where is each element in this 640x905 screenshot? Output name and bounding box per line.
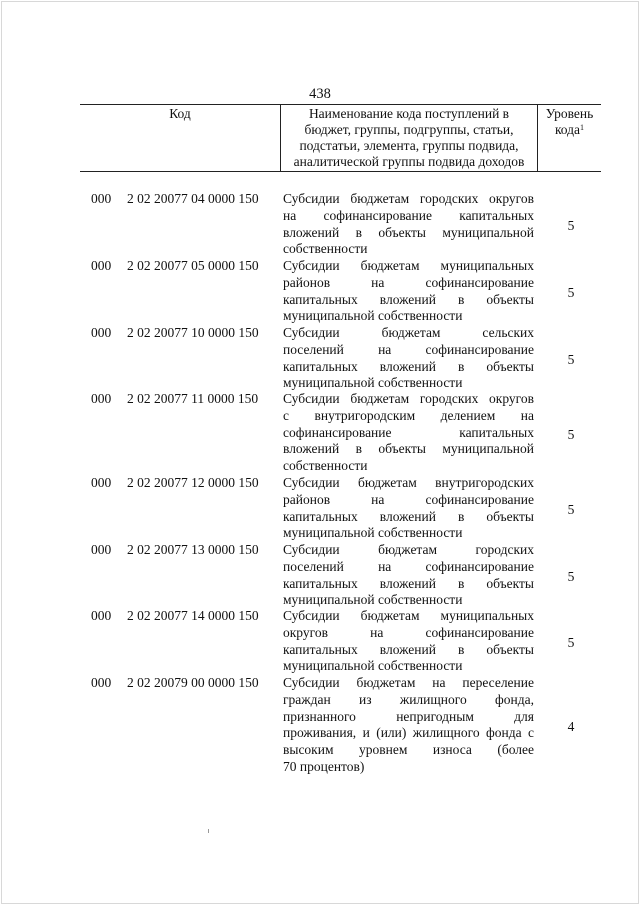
row-level: 5 [567,569,575,585]
row-code: 2 02 20077 14 0000 150 [127,608,259,623]
row-code: 2 02 20079 00 0000 150 [127,675,259,690]
row-name-line: Субсидии бюджетам городских округов [283,191,534,206]
row-level: 5 [567,502,575,518]
row-name-line: Субсидии бюджетам внутригородских [283,475,534,490]
row-name-line: с внутригородским делением на [283,407,534,423]
row-level: 5 [567,285,575,301]
row-name-line: собственности [283,241,368,257]
row-level: 5 [567,635,575,651]
row-prefix: 000 [91,475,112,490]
header-level-line2: кода$^1$ [554,122,585,137]
row-name [283,542,534,609]
row-name [283,191,534,258]
row-name-line: 70 процентов) [283,758,365,774]
row-code: 2 02 20077 12 0000 150 [127,475,259,490]
row-code: 2 02 20077 04 0000 150 [127,191,259,206]
header-name [280,105,538,171]
header-level [538,105,601,171]
row-name-line: поселений на софинансирование [283,341,534,357]
row-name-line: районов на софинансирование [283,274,534,290]
row-code: 2 02 20077 11 0000 150 [127,391,259,406]
header-name-line: бюджет, группы, подгруппы, статьи, [304,122,514,137]
row-prefix: 000 [91,391,112,406]
row-name-line: на софинансирование капитальных [283,207,534,223]
row-level: 5 [567,426,575,442]
row-name-line: проживания, и (или) жилищного фонда с [283,725,534,741]
row-name [283,675,534,776]
row-prefix: 000 [91,675,112,690]
row-name-line: вложений в объекты муниципальной [283,224,534,240]
row-name-line: Субсидии бюджетам муниципальных [283,258,534,273]
row-code: 2 02 20077 10 0000 150 [127,325,259,340]
header-code: Код [169,106,191,121]
row-name-line: граждан из жилищного фонда, [283,691,534,707]
row-name-line: Субсидии бюджетам городских округов [283,391,534,406]
row-name-line: вложений в объекты муниципальной [283,441,534,457]
row-name-line: капитальных вложений в объекты [283,641,534,657]
row-name-line: Субсидии бюджетам муниципальных [283,608,534,623]
row-name [283,258,534,325]
row-level: 4 [567,719,575,734]
footnote-mark: 1 [580,123,585,132]
row-name-line: софинансирование капитальных [283,424,534,440]
row-name-line: муниципальной собственности [283,375,463,391]
row-name-line: Субсидии бюджетам сельских [283,325,534,340]
row-code: 2 02 20077 05 0000 150 [127,258,259,273]
row-name-line: признанного непригодным для [283,708,534,724]
row-code: 2 02 20077 13 0000 150 [127,542,259,557]
header-name-line: аналитической группы подвида доходов [293,154,525,169]
row-name-line: муниципальной собственности [283,308,463,324]
row-name-line: муниципальной собственности [283,592,463,608]
row-name [283,325,534,392]
row-prefix: 000 [91,191,112,206]
scan-mark [208,829,209,833]
row-name-line: поселений на софинансирование [283,558,534,574]
page-number: 438 [309,86,331,102]
header-name-line: Наименование кода поступлений в [308,106,510,121]
row-name [283,475,534,542]
row-name-line: собственности [283,458,368,474]
header-level-line1: Уровень [545,106,594,121]
table-header [80,104,601,172]
row-name-line: Субсидии бюджетам городских [283,542,534,557]
row-name-line: капитальных вложений в объекты [283,358,534,374]
row-name-line: капитальных вложений в объекты [283,575,534,591]
row-prefix: 000 [91,325,112,340]
header-name-line: подстатьи, элемента, группы подвида, [299,138,519,153]
row-prefix: 000 [91,608,112,623]
row-name-line: Субсидии бюджетам на переселение [283,675,534,690]
row-prefix: 000 [91,258,112,273]
row-level: 5 [567,218,575,234]
row-name-line: капитальных вложений в объекты [283,508,534,524]
row-name-line: высоким уровнем износа (более [283,742,534,758]
row-name-line: районов на софинансирование [283,491,534,507]
row-prefix: 000 [91,542,112,557]
row-name-line: капитальных вложений в объекты [283,291,534,307]
row-name-line: муниципальной собственности [283,658,463,674]
row-name-line: муниципальной собственности [283,525,463,541]
row-level: 5 [567,352,575,368]
row-name [283,391,534,475]
row-name [283,608,534,675]
row-name-line: округов на софинансирование [283,624,534,640]
